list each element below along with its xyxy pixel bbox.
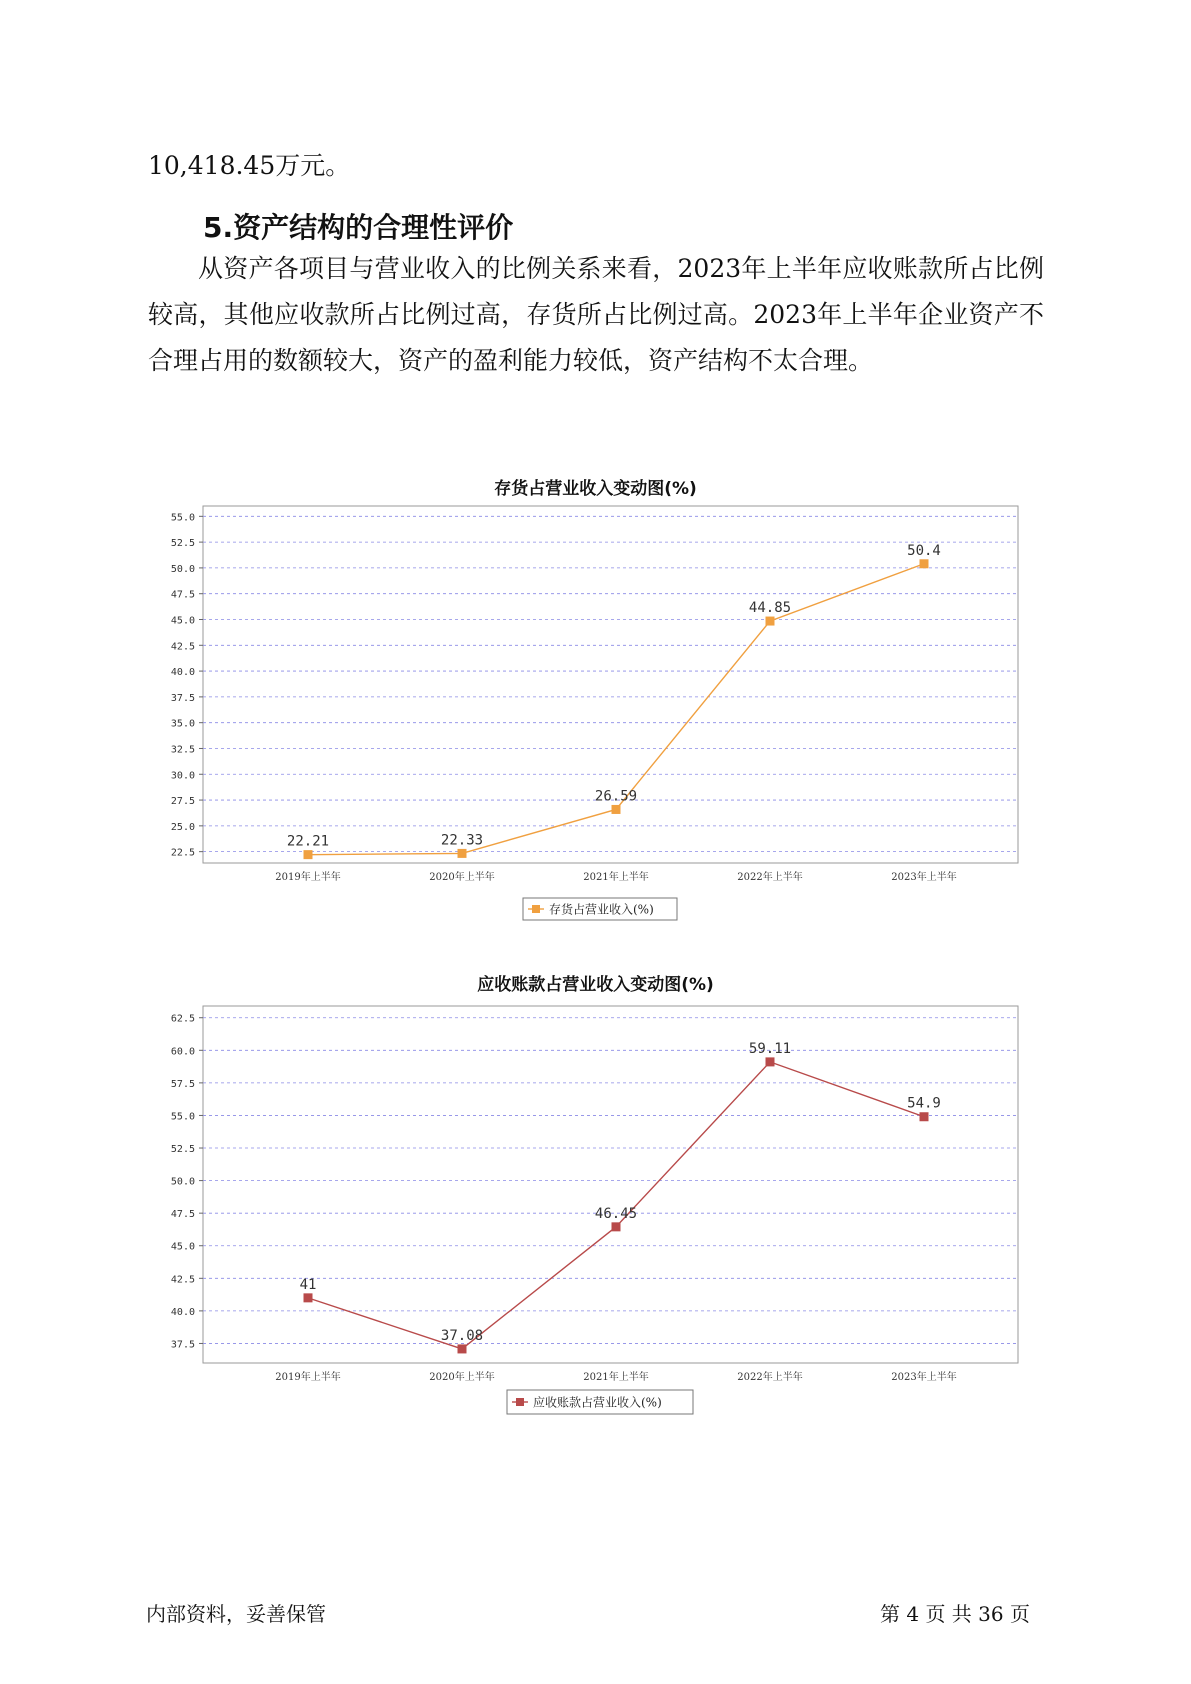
data-label: 50.4 [907,542,941,559]
footer-page-number: 第 4 页 共 36 页 [880,1602,1030,1626]
y-tick-label: 27.5 [170,796,195,808]
data-label: 44.85 [748,600,792,617]
x-tick-label: 2021年上半年 [583,1372,649,1383]
body-paragraph: 从资产各项目与营业收入的比例关系来看，2023年上半年应收账款所占比例较高，其他应收款所占比例过高，存货所占比例过高。2023年上半年企业资产不合理占用的数额较大，资产的盈利能力较低，资产结构不太合理。 [148,254,1044,375]
x-tick-label: 2023年上半年 [891,1372,957,1383]
x-tick-label: 2021年上半年 [583,872,649,883]
data-point [458,1344,467,1353]
y-tick-label: 47.5 [170,1209,195,1221]
data-label: 46.45 [594,1205,638,1222]
y-tick-label: 40.0 [170,667,195,679]
data-point [304,850,313,859]
data-point [304,1293,313,1302]
x-tick-label: 2020年上半年 [429,1372,495,1383]
data-label: 22.21 [286,833,330,850]
chart-1-title: 存货占营业收入变动图(%) [494,479,697,499]
data-label: 41 [299,1276,317,1293]
y-tick-label: 37.5 [170,692,195,704]
legend-swatch-marker [516,1398,524,1406]
plot-area [203,506,1018,863]
y-tick-label: 60.0 [170,1046,195,1058]
data-point [612,1222,621,1231]
legend-swatch-marker [532,905,540,913]
y-tick-label: 35.0 [170,718,195,730]
y-tick-label: 25.0 [170,821,195,833]
x-tick-label: 2022年上半年 [737,1372,803,1383]
y-tick-label: 55.0 [170,512,195,524]
data-point [458,849,467,858]
data-point [766,617,775,626]
x-tick-label: 2022年上半年 [737,872,803,883]
y-tick-label: 30.0 [170,770,195,782]
y-tick-label: 55.0 [170,1111,195,1123]
data-label: 22.33 [440,832,484,849]
data-label: 54.9 [907,1095,941,1112]
y-tick-label: 50.0 [170,563,195,575]
y-tick-label: 32.5 [170,744,195,756]
section-heading: 5.资产结构的合理性评价 [203,211,514,244]
data-label: 37.08 [440,1327,484,1344]
data-label: 26.59 [594,788,638,805]
y-tick-label: 37.5 [170,1339,195,1351]
plot-area [203,1006,1018,1363]
footer-confidential-note: 内部资料，妥善保管 [146,1602,326,1626]
data-point [612,805,621,814]
x-tick-label: 2023年上半年 [891,872,957,883]
legend-label: 应收账款占营业收入(%) [533,1395,662,1410]
data-point [920,1112,929,1121]
inventory-ratio-chart [0,490,1191,930]
data-point [766,1057,775,1066]
y-tick-label: 45.0 [170,615,195,627]
continuation-text: 10,418.45万元。 [148,151,351,180]
y-tick-label: 42.5 [170,1274,195,1286]
y-tick-label: 52.5 [170,538,195,550]
y-tick-label: 57.5 [170,1078,195,1090]
y-tick-label: 40.0 [170,1306,195,1318]
x-tick-label: 2019年上半年 [275,1372,341,1383]
y-tick-label: 47.5 [170,589,195,601]
y-tick-label: 50.0 [170,1176,195,1188]
y-tick-label: 22.5 [170,847,195,859]
x-tick-label: 2019年上半年 [275,872,341,883]
y-tick-label: 52.5 [170,1144,195,1156]
data-point [920,559,929,568]
data-label: 59.11 [748,1040,792,1057]
y-tick-label: 42.5 [170,641,195,653]
y-tick-label: 45.0 [170,1241,195,1253]
legend-label: 存货占营业收入(%) [549,902,654,917]
x-tick-label: 2020年上半年 [429,872,495,883]
chart-2-title: 应收账款占营业收入变动图(%) [477,975,714,995]
y-tick-label: 62.5 [170,1013,195,1025]
receivables-ratio-chart [0,990,1191,1430]
